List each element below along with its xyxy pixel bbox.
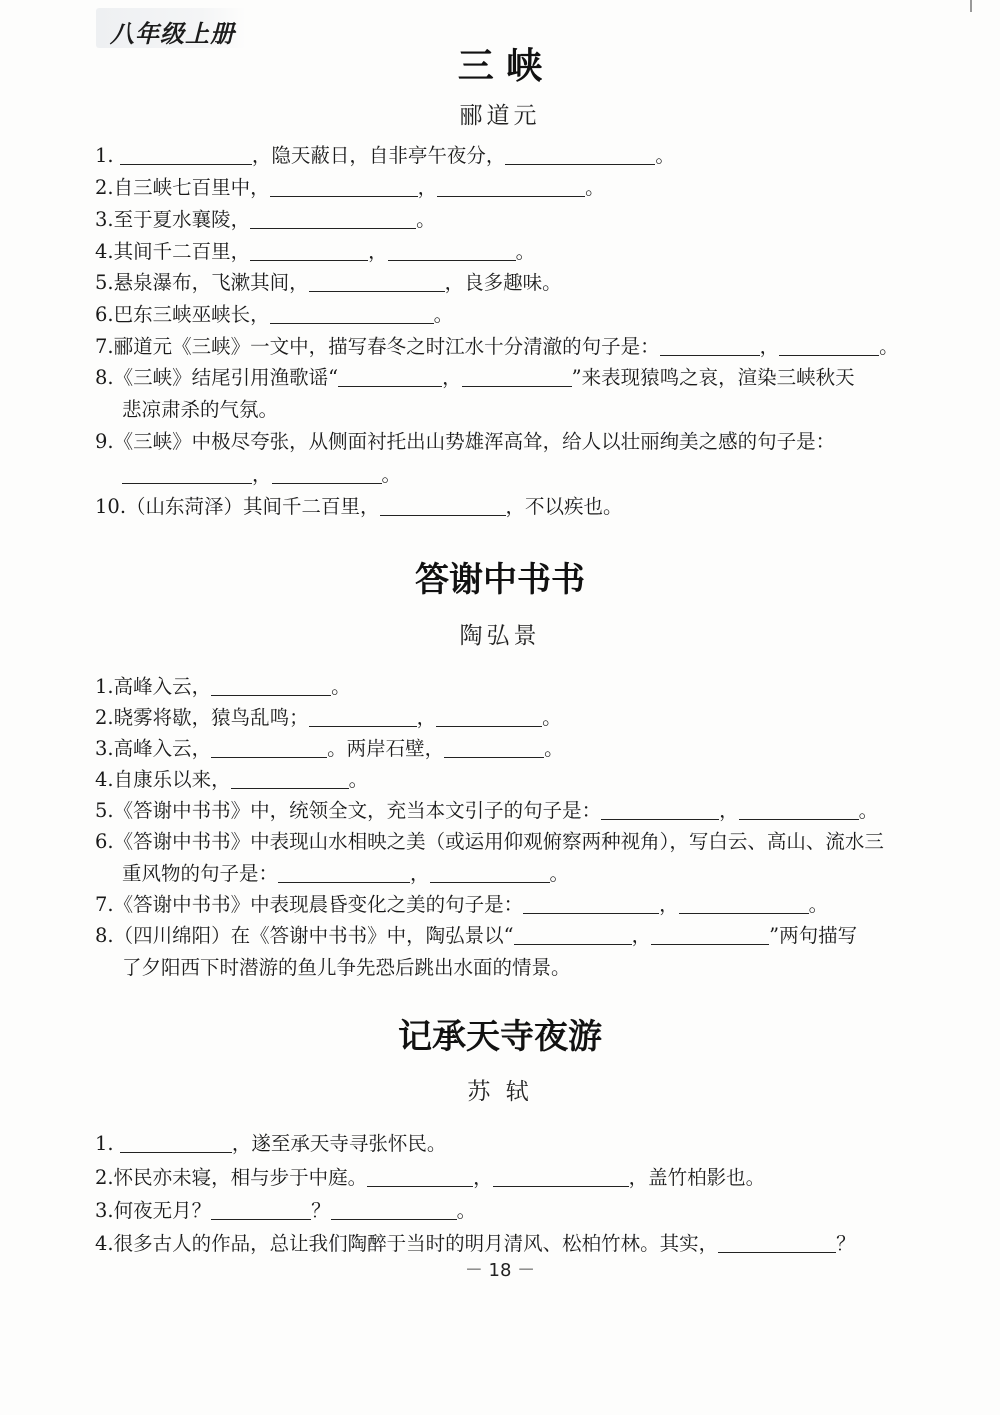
answer-blank[interactable] <box>679 895 809 914</box>
answer-blank[interactable] <box>120 1134 232 1153</box>
question-line: 2.怀民亦未寝，相与步于中庭。 ， ，盖竹柏影也。 <box>95 1166 766 1189</box>
answer-blank[interactable] <box>462 368 572 387</box>
answer-blank[interactable] <box>211 739 327 758</box>
question-line: 6.巴东三峡巫峡长， 。 <box>95 303 454 326</box>
section-author-daxie: 陶弘景 <box>459 623 541 649</box>
answer-blank[interactable] <box>718 1234 836 1253</box>
answer-blank[interactable] <box>309 708 417 727</box>
answer-blank[interactable] <box>660 337 760 356</box>
page-number: － 18 － <box>464 1260 536 1281</box>
question-line: 1. ，隐天蔽日，自非亭午夜分， 。 <box>95 144 675 167</box>
answer-blank[interactable] <box>436 708 542 727</box>
answer-blank[interactable] <box>120 146 252 165</box>
answer-blank[interactable] <box>250 210 416 229</box>
question-line: 3.何夜无月？ ？ 。 <box>95 1199 477 1222</box>
answer-blank[interactable] <box>739 801 859 820</box>
question-line-continuation: 悲凉肃杀的气氛。 <box>122 398 279 421</box>
answer-blank[interactable] <box>272 465 382 484</box>
section-author-chengtiansi: 苏 轼 <box>467 1079 533 1105</box>
grade-badge-label: 八年级上册 <box>110 20 235 48</box>
answer-blank[interactable] <box>651 926 769 945</box>
answer-blank[interactable] <box>505 146 655 165</box>
answer-blank[interactable] <box>250 242 368 261</box>
answer-blank[interactable] <box>231 770 349 789</box>
section-author-sanxia: 郦道元 <box>459 103 541 129</box>
question-line: 8.（四川绵阳）在《答谢中书书》中，陶弘景以“ ， ”两句描写 <box>95 924 858 947</box>
question-line-continuation: 重风物的句子是： ， 。 <box>122 862 570 885</box>
answer-blank[interactable] <box>601 801 719 820</box>
question-line-continuation: ， 。 <box>122 463 942 487</box>
question-line: 5.《答谢中书书》中，统领全文，充当本文引子的句子是： ， 。 <box>95 799 879 822</box>
answer-blank[interactable] <box>270 305 434 324</box>
question-line: 4.其间千二百里， ， 。 <box>95 240 536 263</box>
answer-blank[interactable] <box>437 178 585 197</box>
question-line: 3.至于夏水襄陵， 。 <box>95 208 436 231</box>
answer-blank[interactable] <box>211 677 331 696</box>
question-line: 5.悬泉瀑布，飞漱其间， ，良多趣味。 <box>95 271 562 294</box>
answer-blank[interactable] <box>523 895 659 914</box>
question-line: 4.自康乐以来， 。 <box>95 768 369 791</box>
answer-blank[interactable] <box>367 1168 473 1187</box>
section-title-sanxia: 三 峡 <box>457 46 543 87</box>
answer-blank[interactable] <box>388 242 516 261</box>
question-line: 10.（山东菏泽）其间千二百里， ，不以疾也。 <box>95 495 623 518</box>
question-line: 9.《三峡》中极尽夸张，从侧面衬托出山势雄浑高耸，给人以壮丽绚美之感的句子是： <box>95 430 836 453</box>
answer-blank[interactable] <box>122 465 252 484</box>
answer-blank[interactable] <box>309 273 445 292</box>
answer-blank[interactable] <box>278 864 410 883</box>
answer-blank[interactable] <box>211 1201 311 1220</box>
question-line: 1.高峰入云， 。 <box>95 675 351 698</box>
section-title-chengtiansi: 记承天寺夜游 <box>398 1017 602 1057</box>
question-line: 1. ，遂至承天寺寻张怀民。 <box>95 1132 447 1155</box>
answer-blank[interactable] <box>779 337 879 356</box>
answer-blank[interactable] <box>331 1201 457 1220</box>
question-line: 2.自三峡七百里中， ， 。 <box>95 176 605 199</box>
answer-blank[interactable] <box>380 497 506 516</box>
question-line: 4.很多古人的作品，总让我们陶醉于当时的明月清风、松柏竹林。其实， ？ <box>95 1232 856 1255</box>
question-line: 3.高峰入云， 。两岸石壁， 。 <box>95 737 564 760</box>
answer-blank[interactable] <box>430 864 550 883</box>
answer-blank[interactable] <box>338 368 442 387</box>
answer-blank[interactable] <box>270 178 418 197</box>
question-line: 2.晓雾将歇，猿鸟乱鸣； ， 。 <box>95 706 562 729</box>
question-line-continuation: 了夕阳西下时潜游的鱼儿争先恐后跳出水面的情景。 <box>122 956 571 979</box>
question-line: 7.《答谢中书书》中表现晨昏变化之美的句子是： ， 。 <box>95 893 829 916</box>
answer-blank[interactable] <box>493 1168 629 1187</box>
page-edge-mark <box>970 0 972 12</box>
answer-blank[interactable] <box>514 926 632 945</box>
answer-blank[interactable] <box>444 739 544 758</box>
question-line: 6.《答谢中书书》中表现山水相映之美（或运用仰观俯察两种视角），写白云、高山、流水三 <box>95 830 884 853</box>
question-line: 7.郦道元《三峡》一文中，描写春冬之时江水十分清澈的句子是： ， 。 <box>95 335 899 358</box>
section-title-daxie: 答谢中书书 <box>415 560 585 600</box>
question-line: 8.《三峡》结尾引用渔歌谣“ ， ”来表现猿鸣之哀，渲染三峡秋天 <box>95 366 855 389</box>
